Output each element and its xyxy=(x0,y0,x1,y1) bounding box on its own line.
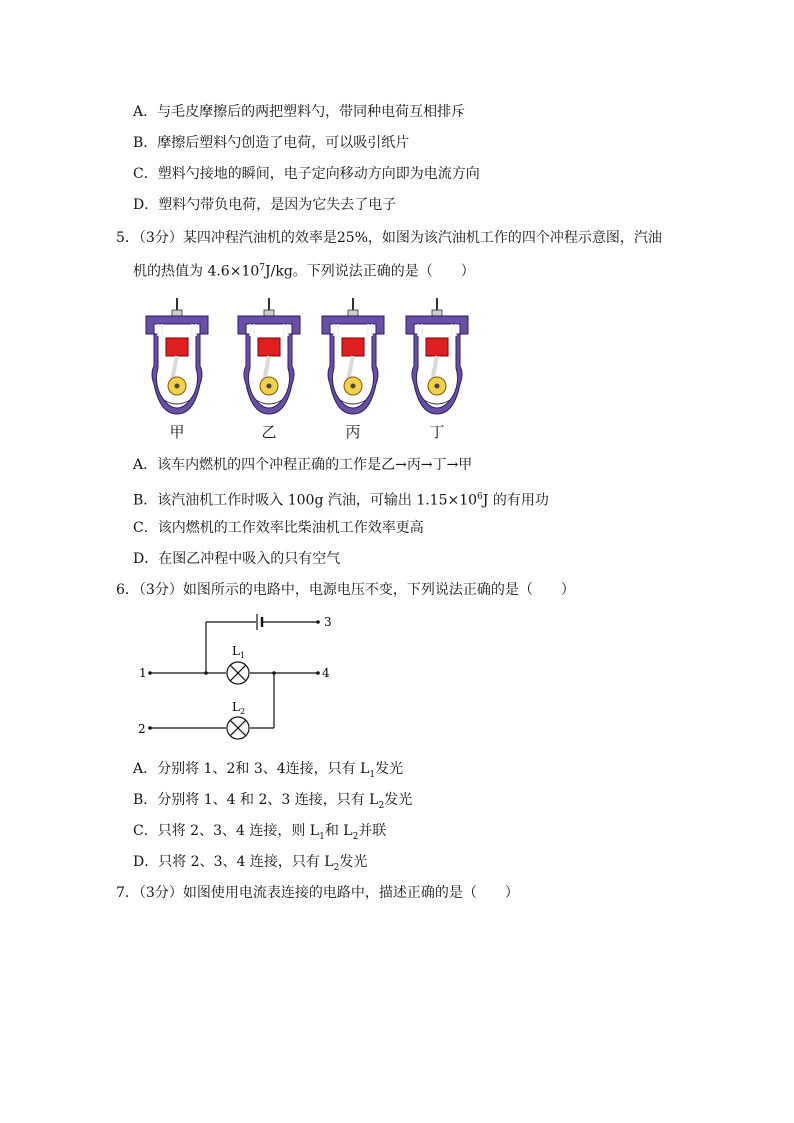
q5-option-c: C．该内燃机的工作效率比柴油机工作效率更高 xyxy=(133,520,424,536)
crank-axle xyxy=(175,384,180,389)
cylinder-head xyxy=(238,316,300,334)
terminal-2-label: 2 xyxy=(138,722,146,736)
engine-diagram-jia xyxy=(140,294,214,420)
q5-stem-line1: 5．（3分）某四冲程汽油机的效率是25%，如图为该汽油机工作的四个冲程示意图，汽油 xyxy=(116,230,662,246)
terminal-1-label: 1 xyxy=(139,666,147,680)
valve-left xyxy=(418,324,422,336)
terminal-2-dot xyxy=(148,726,152,730)
q4-option-d: D．塑料勺带负电荷，是因为它失去了电子 xyxy=(133,197,397,213)
q6-option-c: C．只将 2、3、4 连接，则 $L_1$和 $L_2$并联 xyxy=(133,823,387,842)
q4-option-b: B．摩擦后塑料勺创造了电荷，可以吸引纸片 xyxy=(133,135,410,151)
q7-stem: 7．（3分）如图使用电流表连接的电路中，描述正确的是（ ） xyxy=(116,885,519,901)
battery-icon xyxy=(257,614,262,630)
q6-option-b: B．分别将 1、4 和 2、3 连接，只有 $L_2$发光 xyxy=(133,792,413,811)
junction-dot xyxy=(204,671,208,675)
valve-left xyxy=(158,324,162,336)
q5-option-a: A．该车内燃机的四个冲程正确的工作是乙→丙→丁→甲 xyxy=(133,457,473,473)
terminal-4-label: 4 xyxy=(322,666,330,680)
valve-right xyxy=(192,324,196,336)
crank-axle xyxy=(351,384,356,389)
lamp-l2-label: $L_2$ xyxy=(232,700,246,716)
sump-curve xyxy=(256,400,282,404)
sump-curve xyxy=(164,400,190,404)
terminal-3-label: 3 xyxy=(324,615,332,629)
q6-option-d: D．只将 2、3、4 连接，只有 $L_2$发光 xyxy=(133,854,368,873)
piston xyxy=(258,338,280,356)
junction-dot xyxy=(272,671,276,675)
circuit-diagram xyxy=(130,608,350,748)
valve-right xyxy=(284,324,288,336)
terminal-1-dot xyxy=(148,671,152,675)
cylinder-head xyxy=(406,316,468,334)
sump-curve xyxy=(340,400,366,404)
valve-left xyxy=(250,324,254,336)
piston xyxy=(426,338,448,356)
q5-option-b: B．该汽油机工作时吸入 100g 汽油，可输出 $1.15\times 10^6J$ 的有用功 xyxy=(133,492,549,509)
engine-label-bing: 丙 xyxy=(345,423,361,441)
crank-axle xyxy=(267,384,272,389)
cylinder-head xyxy=(146,316,208,334)
engine-diagram-ding xyxy=(400,294,474,420)
piston xyxy=(342,338,364,356)
engine-diagram-yi xyxy=(232,294,306,420)
engine-label-jia: 甲 xyxy=(169,423,185,441)
q6-option-a: A．分别将 1、2和 3、4连接，只有 $L_1$发光 xyxy=(133,761,404,780)
q4-option-c: C．塑料勺接地的瞬间，电子定向移动方向即为电流方向 xyxy=(133,166,480,182)
lamp-l1-icon xyxy=(227,662,249,684)
q6-stem: 6．（3分）如图所示的电路中，电源电压不变，下列说法正确的是（ ） xyxy=(116,582,575,598)
cylinder-head xyxy=(322,316,384,334)
lamp-l1-label: $L_1$ xyxy=(232,644,246,660)
valve-left xyxy=(334,324,338,336)
q5-option-d: D．在图乙冲程中吸入的只有空气 xyxy=(133,551,341,567)
engine-diagram-bing xyxy=(316,294,390,420)
valve-right xyxy=(452,324,456,336)
terminal-4-dot xyxy=(316,671,320,675)
sump-curve xyxy=(424,400,450,404)
lamp-l2-icon xyxy=(227,717,249,739)
crank-axle xyxy=(435,384,440,389)
valve-right xyxy=(368,324,372,336)
q5-stem-line2: 机的热值为 $4.6\times 10^7J/kg$。下列说法正确的是（ ） xyxy=(133,263,475,280)
piston xyxy=(166,338,188,356)
terminal-3-dot xyxy=(316,620,320,624)
q4-option-a: A．与毛皮摩擦后的两把塑料勺，带同种电荷互相排斥 xyxy=(133,104,466,120)
engine-label-yi: 乙 xyxy=(261,423,277,441)
engine-label-ding: 丁 xyxy=(429,423,445,441)
